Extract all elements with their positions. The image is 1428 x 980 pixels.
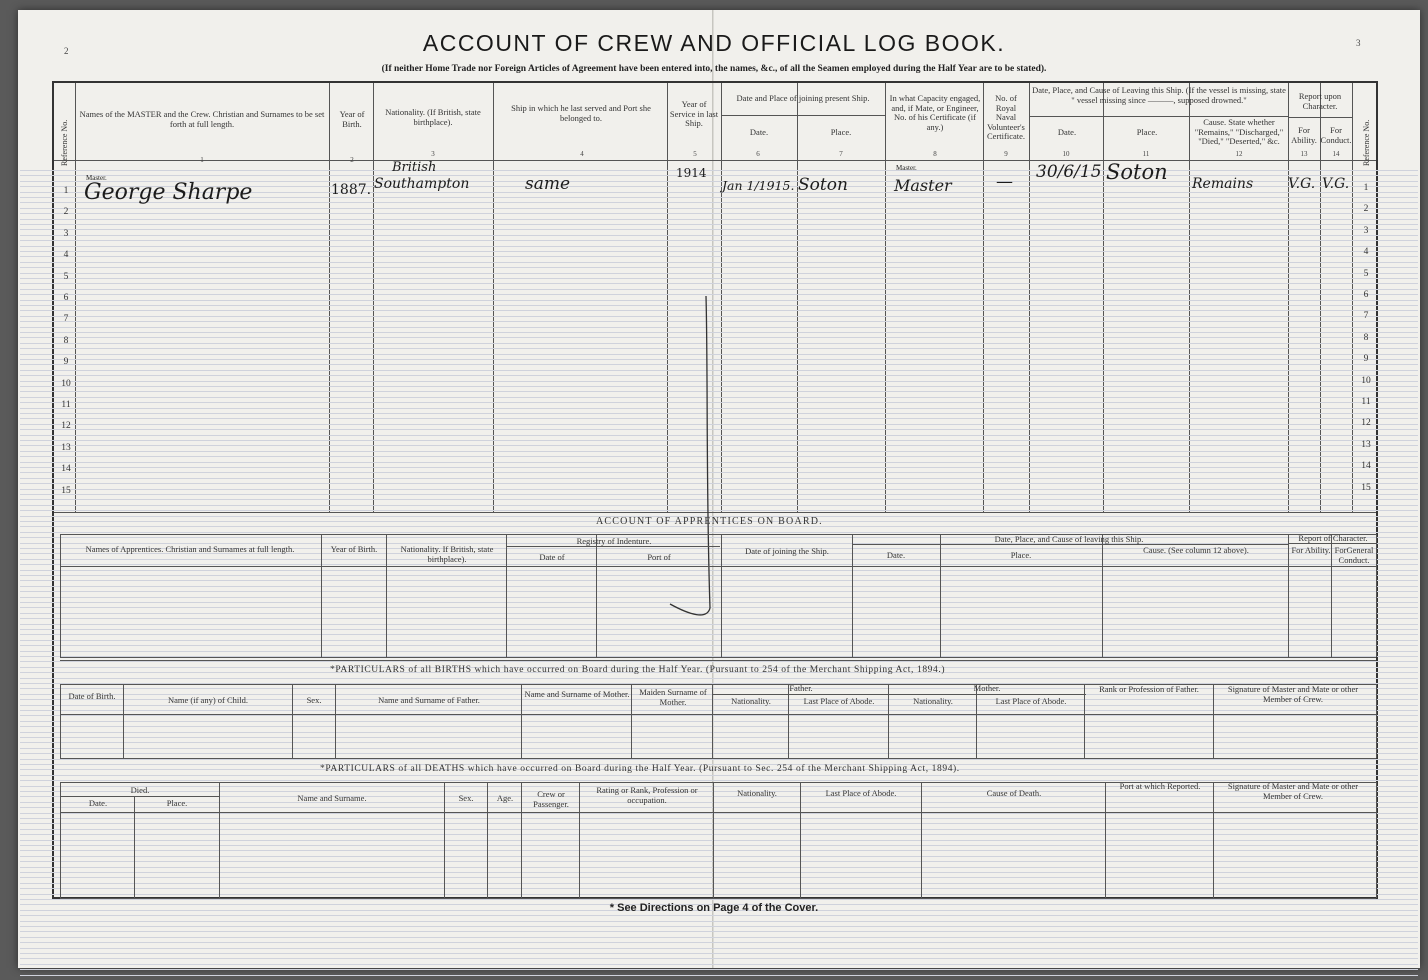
deaths-col-rule — [921, 782, 922, 898]
header-year-service: Year of Service in last Ship. — [669, 99, 719, 128]
births-header-abode-f: Last Place of Abode. — [803, 696, 875, 706]
ruled-paper-line — [20, 273, 1418, 274]
header-leave-place: Place. — [1136, 127, 1158, 137]
page-title: ACCOUNT OF CREW AND OFFICIAL LOG BOOK. — [422, 30, 1006, 56]
ruled-paper-line — [20, 742, 1418, 743]
births-header-mother: Name and Surname of Mother. — [524, 689, 630, 699]
row-number-right: 14 — [1361, 461, 1371, 471]
births-header-child: Name (if any) of Child. — [167, 695, 249, 705]
births-col-rule — [631, 684, 632, 758]
deaths-title: *PARTICULARS of all DEATHS which have occurred on Board during the Half Year. (Pursuant to Sec. 254 of the Merchant Shipping Act, 1894). — [320, 764, 960, 774]
row-number-right: 10 — [1361, 376, 1371, 386]
crew-col-rule — [75, 83, 76, 512]
births-col-rule — [1213, 684, 1214, 758]
row-number-right: 13 — [1361, 440, 1371, 450]
appr-col-rule — [940, 534, 941, 657]
deaths-col-rule — [800, 782, 801, 898]
ruled-paper-line — [20, 748, 1418, 749]
row-number-right: 7 — [1363, 311, 1369, 321]
ruled-paper-line — [20, 969, 1418, 970]
header-capacity: In what Capacity engaged, and, if Mate, or Engineer, No. of his Certificate (if any.) — [889, 93, 981, 132]
appr-header-bottom-rule — [60, 566, 1376, 567]
ruled-paper-line — [20, 710, 1418, 711]
pen-stroke-mark — [660, 290, 720, 630]
appr-header-date-of: Date of — [539, 552, 565, 562]
crew-subheader-rule — [1288, 117, 1352, 118]
ruled-paper-line — [20, 246, 1418, 247]
row-number-right: 8 — [1363, 333, 1369, 343]
births-header-bottom-rule — [60, 714, 1376, 715]
births-title: *PARTICULARS of all BIRTHS which have occurred on Board during the Half Year. (Pursuant to 254 of the Merchant Shipping Act, 1894.) — [330, 665, 946, 675]
ruled-paper-line — [20, 229, 1418, 230]
deaths-col-rule — [219, 782, 220, 898]
appr-col-rule — [1288, 534, 1289, 657]
ruled-paper-line — [20, 661, 1418, 662]
appr-header-year: Year of Birth. — [330, 544, 378, 554]
appr-col-rule — [1376, 534, 1377, 657]
header-rnv: No. of Royal Naval Volunteer's Certificate. — [987, 93, 1025, 141]
births-col-rule — [123, 684, 124, 758]
ruled-paper-line — [20, 640, 1418, 641]
births-col-rule — [60, 684, 61, 758]
ruled-paper-line — [20, 219, 1418, 220]
crew-col-rule — [797, 83, 798, 512]
crew-subheader-rule — [721, 115, 885, 116]
crew-col-rule — [1352, 83, 1353, 512]
crew-col-rule — [373, 83, 374, 512]
appr-header-date: Date. — [886, 550, 906, 560]
crew-col-rule — [1103, 83, 1104, 512]
ruled-paper-line — [20, 645, 1418, 646]
ruled-paper-line — [20, 899, 1418, 900]
births-col-rule — [1084, 684, 1085, 758]
ruled-paper-line — [20, 283, 1418, 284]
header-cause: Cause. State whether "Remains," "Discharged," "Died," "Deserted," &c. — [1194, 117, 1284, 146]
appr-header-port-of: Port of — [647, 552, 671, 562]
deaths-header-crew-passenger: Crew or Passenger. — [533, 789, 569, 809]
entry-nationality-line2: Southampton — [374, 176, 470, 192]
ruled-paper-line — [20, 262, 1418, 263]
ruled-paper-line — [20, 937, 1418, 938]
appr-header-place: Place. — [1010, 550, 1032, 560]
deaths-header-age: Age. — [496, 793, 514, 803]
header-report-group: Report upon Character. — [1298, 91, 1342, 111]
births-header-date: Date of Birth. — [68, 691, 116, 701]
ruled-paper-line — [20, 170, 1418, 171]
colnum-5: 5 — [693, 150, 697, 158]
births-top-rule — [60, 660, 1376, 661]
row-number-left: 12 — [61, 421, 71, 431]
header-join-date: Date. — [749, 127, 769, 137]
entry-join-date: Jan 1/1915. — [722, 178, 795, 193]
ruled-paper-line — [20, 964, 1418, 965]
entry-join-place: Soton — [798, 175, 848, 195]
row-number-right: 2 — [1363, 204, 1369, 214]
appr-col-rule — [596, 534, 597, 657]
header-leaving-group: Date, Place, and Cause of Leaving this Ship. (If the vessel is missing, state " vessel missing since ———, supposed drowned." — [1032, 85, 1286, 105]
header-last-ship: Ship in which he last served and Port she belonged to. — [511, 103, 651, 123]
ruled-paper-line — [20, 780, 1418, 781]
crew-col-rule — [721, 83, 722, 512]
ruled-paper-line — [20, 818, 1418, 819]
reference-label-right: Reference No. — [1362, 119, 1371, 166]
deaths-col-rule — [713, 782, 714, 898]
ruled-paper-line — [20, 224, 1418, 225]
reference-label-left: Reference No. — [60, 119, 69, 166]
births-header-abode-m: Last Place of Abode. — [995, 696, 1067, 706]
births-col-rule — [1376, 684, 1377, 758]
crew-col-rule — [1029, 83, 1030, 512]
row-number-left: 6 — [63, 293, 69, 303]
row-number-left: 1 — [63, 186, 69, 196]
appr-header-report: Report of Character. — [1298, 533, 1368, 543]
right-page-number: 3 — [1356, 38, 1361, 48]
apprentices-title: ACCOUNT OF APPRENTICES ON BOARD. — [596, 516, 823, 527]
page-subtitle: (If neither Home Trade nor Foreign Articles of Agreement have been entered into, the names, &c., of all the Seamen employed during the Half Year are to be stated). — [381, 64, 1047, 74]
deaths-col-rule — [521, 782, 522, 898]
header-ability: For Ability. — [1291, 125, 1317, 145]
ruled-paper-line — [20, 975, 1418, 976]
ruled-paper-line — [20, 807, 1418, 808]
deaths-header-sex: Sex. — [458, 793, 474, 803]
ruled-paper-line — [20, 888, 1418, 889]
appr-header-ability: For Ability. — [1291, 545, 1331, 555]
master-label: Master. — [86, 174, 107, 182]
row-number-left: 7 — [63, 314, 69, 324]
deaths-col-rule — [1376, 782, 1377, 898]
entry-name: George Sharpe — [84, 180, 253, 205]
ruled-paper-line — [20, 829, 1418, 830]
deaths-col-rule — [579, 782, 580, 898]
row-number-right: 6 — [1363, 290, 1369, 300]
entry-nationality-line1: British — [392, 160, 437, 175]
ruled-paper-line — [20, 894, 1418, 895]
left-page-number: 2 — [64, 46, 69, 56]
header-nationality: Nationality. (If British, state birthplace). — [385, 107, 481, 127]
deaths-header-port: Port at which Reported. — [1119, 781, 1201, 791]
capacity-master-label: Master. — [896, 164, 917, 172]
header-year-birth: Year of Birth. — [339, 109, 365, 129]
footer-note: * See Directions on Page 4 of the Cover. — [609, 902, 819, 914]
deaths-header-abode: Last Place of Abode. — [825, 788, 897, 798]
ruled-paper-line — [20, 921, 1418, 922]
appr-header-leaving: Date, Place, and Cause of leaving this Ship. — [994, 534, 1144, 544]
colnum-9: 9 — [1004, 150, 1008, 158]
header-join-place: Place. — [830, 127, 852, 137]
births-header-father: Name and Surname of Father. — [378, 695, 480, 705]
colnum-3: 3 — [431, 150, 435, 158]
colnum-6: 6 — [756, 150, 760, 158]
header-names: Names of the MASTER and the Crew. Christian and Surnames to be set forth at full length. — [79, 109, 325, 129]
deaths-col-rule — [134, 796, 135, 898]
row-number-left: 3 — [63, 229, 69, 239]
appr-header-names: Names of Apprentices. Christian and Surnames at full length. — [85, 544, 295, 554]
births-header-signature: Signature of Master and Mate or other Member of Crew. — [1227, 684, 1359, 704]
entry-capacity: Master — [894, 176, 952, 195]
ruled-paper-line — [20, 958, 1418, 959]
ruled-paper-line — [20, 732, 1418, 733]
row-number-left: 13 — [61, 443, 71, 453]
births-header-rank: Rank or Profession of Father. — [1099, 684, 1199, 694]
deaths-col-rule — [60, 782, 61, 898]
ruled-paper-line — [20, 721, 1418, 722]
row-number-right: 3 — [1363, 226, 1369, 236]
row-number-right: 11 — [1361, 397, 1371, 407]
births-header-nationality-m: Nationality. — [913, 696, 953, 706]
deaths-header-died: Died. — [130, 785, 150, 795]
row-number-left: 11 — [61, 400, 71, 410]
colnum-4: 4 — [580, 150, 584, 158]
appr-header-conduct: ForGeneral Conduct. — [1334, 545, 1374, 565]
ruled-paper-line — [20, 813, 1418, 814]
ruled-paper-line — [20, 251, 1418, 252]
colnum-14: 14 — [1332, 150, 1340, 158]
row-number-left: 5 — [63, 272, 69, 282]
ruled-paper-line — [20, 883, 1418, 884]
ruled-paper-line — [20, 942, 1418, 943]
births-sub-rule — [712, 694, 1086, 695]
ruled-paper-line — [20, 775, 1418, 776]
crew-col-rule — [329, 83, 330, 512]
births-header-father-group: Father. — [789, 683, 813, 693]
appr-col-rule — [60, 534, 61, 657]
ruled-paper-line — [20, 953, 1418, 954]
ruled-paper-line — [20, 753, 1418, 754]
row-number-right: 9 — [1363, 354, 1369, 364]
header-conduct: For Conduct. — [1320, 125, 1352, 145]
row-number-right: 15 — [1361, 483, 1371, 493]
appr-col-rule — [1102, 534, 1103, 657]
deaths-header-signature: Signature of Master and Mate or other Member of Crew. — [1227, 781, 1359, 801]
entry-leave-date: 30/6/15 — [1036, 162, 1102, 182]
ruled-paper-line — [20, 931, 1418, 932]
ruled-paper-line — [20, 861, 1418, 862]
entry-rnv-cert: — — [996, 172, 1013, 192]
header-leave-date: Date. — [1057, 127, 1077, 137]
appr-col-rule — [506, 534, 507, 657]
crew-col-rule — [1320, 83, 1321, 512]
row-number-left: 10 — [61, 379, 71, 389]
ruled-paper-line — [20, 759, 1418, 760]
ruled-paper-line — [20, 235, 1418, 236]
deaths-header-date: Date. — [88, 798, 108, 808]
deaths-col-rule — [1213, 782, 1214, 898]
deaths-col-rule — [1105, 782, 1106, 898]
deaths-header-place: Place. — [166, 798, 188, 808]
row-number-right: 5 — [1363, 269, 1369, 279]
ruled-paper-line — [20, 634, 1418, 635]
deaths-header-cause: Cause of Death. — [986, 788, 1042, 798]
ruled-paper-line — [20, 915, 1418, 916]
deaths-header-name: Name and Surname. — [297, 793, 367, 803]
row-number-right: 4 — [1363, 247, 1369, 257]
births-header-mother-group: Mother. — [973, 683, 1001, 693]
ruled-paper-line — [20, 651, 1418, 652]
ruled-paper-line — [20, 256, 1418, 257]
ruled-paper-line — [20, 948, 1418, 949]
births-header-maiden: Maiden Surname of Mother. — [639, 687, 707, 707]
colnum-13: 13 — [1300, 150, 1308, 158]
appr-col-rule — [321, 534, 322, 657]
colnum-1: 1 — [200, 156, 204, 164]
appr-header-nationality: Nationality. If British, state birthplace). — [400, 544, 494, 564]
appr-col-rule — [386, 534, 387, 657]
row-number-left: 4 — [63, 250, 69, 260]
births-col-rule — [888, 684, 889, 758]
entry-year-birth: 1887. — [331, 182, 372, 198]
crew-col-rule — [885, 83, 886, 512]
row-number-right: 1 — [1363, 183, 1369, 193]
crew-col-rule — [1189, 83, 1190, 512]
deaths-col-rule — [444, 782, 445, 898]
ruled-paper-line — [20, 840, 1418, 841]
births-col-rule — [335, 684, 336, 758]
ruled-paper-line — [20, 926, 1418, 927]
ruled-paper-line — [20, 208, 1418, 209]
entry-last-ship: same — [525, 174, 571, 194]
crew-col-rule — [983, 83, 984, 512]
colnum-11: 11 — [1142, 150, 1150, 158]
colnum-8: 8 — [933, 150, 937, 158]
births-header-sex: Sex. — [306, 695, 322, 705]
colnum-7: 7 — [839, 150, 843, 158]
deaths-sub-rule — [60, 796, 220, 797]
row-number-left: 2 — [63, 207, 69, 217]
deaths-col-rule — [487, 782, 488, 898]
ruled-paper-line — [20, 278, 1418, 279]
row-number-left: 9 — [63, 357, 69, 367]
births-col-rule — [976, 684, 977, 758]
ruled-paper-line — [20, 845, 1418, 846]
entry-cause: Remains — [1192, 176, 1254, 192]
ruled-paper-line — [20, 715, 1418, 716]
crew-col-rule — [1288, 83, 1289, 512]
crew-col-rule — [493, 83, 494, 512]
colnum-10: 10 — [1062, 150, 1070, 158]
births-col-rule — [521, 684, 522, 758]
ruled-paper-line — [20, 877, 1418, 878]
row-number-right: 12 — [1361, 418, 1371, 428]
appr-header-date-joining: Date of joining the Ship. — [745, 546, 829, 556]
row-number-left: 8 — [63, 336, 69, 346]
deaths-header-rating: Rating or Rank, Profession or occupation. — [596, 785, 698, 805]
ruled-paper-line — [20, 823, 1418, 824]
ruled-paper-line — [20, 850, 1418, 851]
appr-header-cause: Cause. (See column 12 above). — [1143, 545, 1249, 555]
ruled-paper-line — [20, 834, 1418, 835]
colnum-12: 12 — [1235, 150, 1243, 158]
header-joining-group: Date and Place of joining present Ship. — [736, 93, 870, 103]
ruled-paper-line — [20, 267, 1418, 268]
entry-year-service: 1914 — [676, 166, 707, 180]
ruled-paper-line — [20, 737, 1418, 738]
ruled-paper-line — [20, 867, 1418, 868]
ruled-paper-line — [20, 240, 1418, 241]
deaths-header-nationality: Nationality. — [737, 788, 777, 798]
appr-bottom-rule — [60, 657, 1376, 658]
deaths-bottom-rule — [60, 898, 1376, 899]
entry-conduct: V.G. — [1322, 176, 1350, 192]
births-col-rule — [788, 684, 789, 758]
ruled-paper-line — [20, 726, 1418, 727]
ruled-paper-line — [20, 856, 1418, 857]
ruled-paper-line — [20, 872, 1418, 873]
entry-ability: V.G. — [1288, 176, 1316, 192]
ruled-paper-line — [20, 213, 1418, 214]
appr-col-rule — [721, 534, 722, 657]
crew-header-bottom-rule — [54, 160, 1376, 161]
births-bottom-rule — [60, 758, 1376, 759]
colnum-2: 2 — [350, 156, 354, 164]
ruled-paper-line — [20, 678, 1418, 679]
births-col-rule — [292, 684, 293, 758]
row-number-left: 14 — [61, 464, 71, 474]
births-header-nationality-f: Nationality. — [731, 696, 771, 706]
deaths-header-bottom-rule — [60, 812, 1376, 813]
entry-leave-place: Soton — [1106, 160, 1168, 184]
row-number-left: 15 — [61, 486, 71, 496]
appr-header-registry: Registry of Indenture. — [576, 536, 652, 546]
